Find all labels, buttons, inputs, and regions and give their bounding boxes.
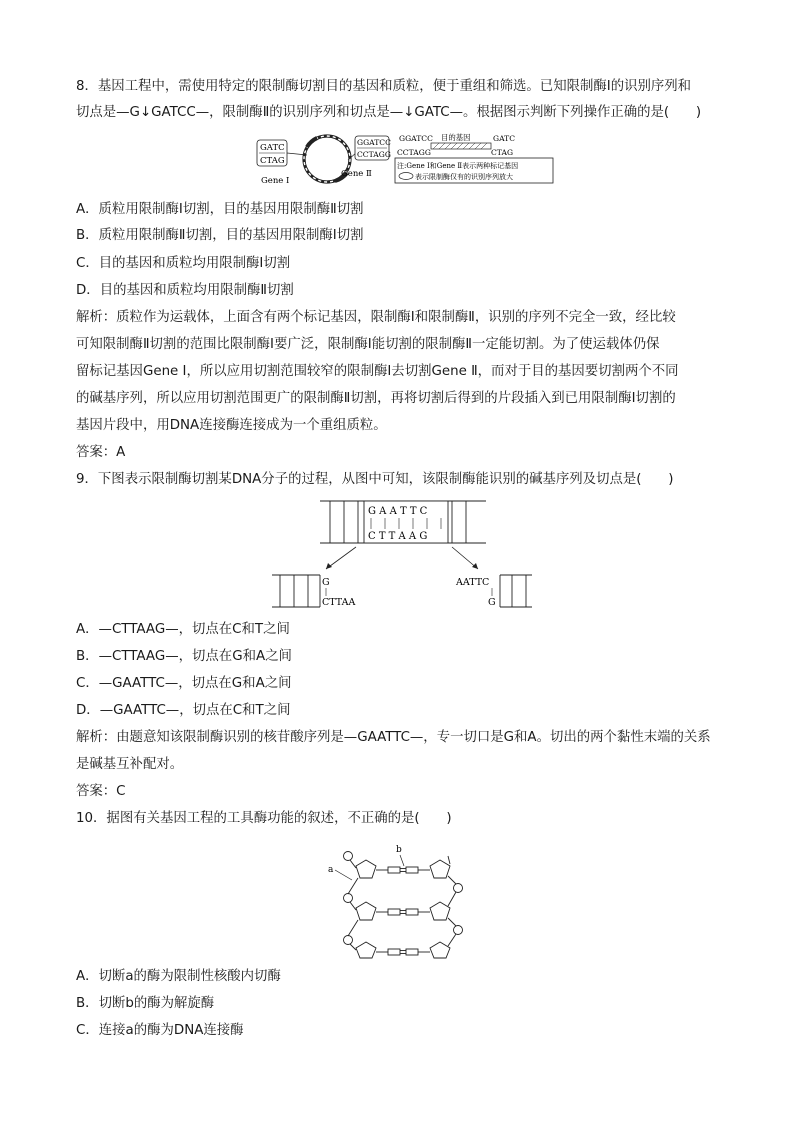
q8-label-gene1: Gene Ⅰ (261, 176, 290, 186)
q8-explanation-line2: 可知限制酶Ⅱ切割的范围比限制酶Ⅰ要广泛，限制酶Ⅰ能切割的限制酶Ⅱ一定能切割。为了使运载体仍保 (76, 337, 660, 352)
q8-target-gatc: GATC (493, 134, 516, 143)
q10-dna-structure-figure (322, 842, 472, 962)
q9-option-b: B．—CTTAAG—，切点在G和A之间 (76, 649, 292, 664)
q8-target-ggatcc: GGATCC (399, 134, 433, 143)
q8-stem-line2: 切点是—G↓GATCC—，限制酶Ⅱ的识别序列和切点是—↓GATC—。根据图示判断下列操作正确的是( ) (76, 105, 702, 120)
q9-answer: 答案：C (76, 784, 126, 799)
q9-left-g: G (322, 577, 330, 588)
q8-explanation-line4: 的碱基序列，所以应用切割范围更广的限制酶Ⅱ切割，再将切割后得到的片段插入到已用限制酶Ⅰ切割的 (76, 391, 676, 406)
q8-explanation-line3: 留标记基因Gene Ⅰ，所以应用切割范围较窄的限制酶Ⅰ去切割Gene Ⅱ，而对于目的基因要切割两个不同 (76, 364, 679, 379)
q8-label-ggatcc: GGATCC (357, 138, 391, 147)
q8-answer: 答案：A (76, 445, 126, 460)
q9-option-c: C．—GAATTC—，切点在G和A之间 (76, 676, 292, 691)
q9-right-g: G (488, 597, 496, 608)
q10-right-strand (430, 856, 463, 958)
q9-stem: 9．下图表示限制酶切割某DNA分子的过程，从图中可知，该限制酶能识别的碱基序列及切点是( ) (76, 472, 674, 487)
q10-stem: 10．据图有关基因工程的工具酶功能的叙述，不正确的是( ) (76, 811, 452, 826)
q9-explanation-line2: 是碱基互补配对。 (76, 757, 184, 772)
q9-bottom-sequence: C T T A A G (368, 531, 428, 542)
q8-target-gene-label: 目的基因 (441, 133, 471, 142)
q9-right-aattc: AATTC (456, 577, 490, 588)
q8-stem-line1: 8．基因工程中，需使用特定的限制酶切割目的基因和质粒，便于重组和筛选。已知限制酶Ⅰ的识别序列和 (76, 79, 692, 94)
q8-option-a: A．质粒用限制酶Ⅰ切割，目的基因用限制酶Ⅱ切割 (76, 202, 364, 217)
q8-label-ctag: CTAG (260, 156, 285, 166)
q8-label-gene2: Gene Ⅱ (341, 169, 372, 179)
q9-top-sequence: G A A T T C (368, 506, 428, 517)
q10-option-c: C．连接a的酶为DNA连接酶 (76, 1023, 244, 1038)
q9-dna-cut-figure (268, 497, 538, 611)
q9-left-cttaa: CTTAA (322, 597, 356, 608)
q9-option-d: D．—GAATTC—，切点在C和T之间 (76, 703, 291, 718)
q10-option-b: B．切断b的酶为解旋酶 (76, 996, 215, 1011)
q10-label-b: b (396, 845, 402, 855)
q8-target-ctag: CTAG (491, 148, 514, 157)
q8-option-b: B．质粒用限制酶Ⅱ切割，目的基因用限制酶Ⅰ切割 (76, 228, 364, 243)
q8-plasmid-figure (255, 132, 555, 188)
q8-note-line1: 注:Gene Ⅰ和Gene Ⅱ表示两种标记基因 (397, 162, 519, 170)
q9-explanation-line1: 解析：由题意知该限制酶识别的核苷酸序列是—GAATTC—，专一切口是G和A。切出的两个黏性末端的关系 (76, 730, 711, 745)
q10-option-a: A．切断a的酶为限制性核酸内切酶 (76, 969, 281, 984)
q8-explanation-line5: 基因片段中，用DNA连接酶连接成为一个重组质粒。 (76, 418, 387, 433)
q8-target-cctagg: CCTAGG (397, 148, 431, 157)
q8-option-c: C．目的基因和质粒均用限制酶Ⅰ切割 (76, 256, 291, 271)
q8-explanation-line1: 解析：质粒作为运载体，上面含有两个标记基因，限制酶Ⅰ和限制酶Ⅱ，识别的序列不完全一致，经比较 (76, 310, 676, 325)
q8-option-d: D．目的基因和质粒均用限制酶Ⅱ切割 (76, 283, 294, 298)
q8-note-line2: 表示限制酶仅有的识别序列放大 (415, 173, 513, 181)
q8-label-cctagg: CCTAGG (357, 150, 391, 159)
q9-option-a: A．—CTTAAG—，切点在C和T之间 (76, 622, 290, 637)
q8-label-gatc: GATC (260, 143, 285, 153)
q10-label-a: a (328, 865, 334, 875)
q10-left-strand (344, 852, 377, 959)
q10-base-pairs (376, 867, 430, 955)
